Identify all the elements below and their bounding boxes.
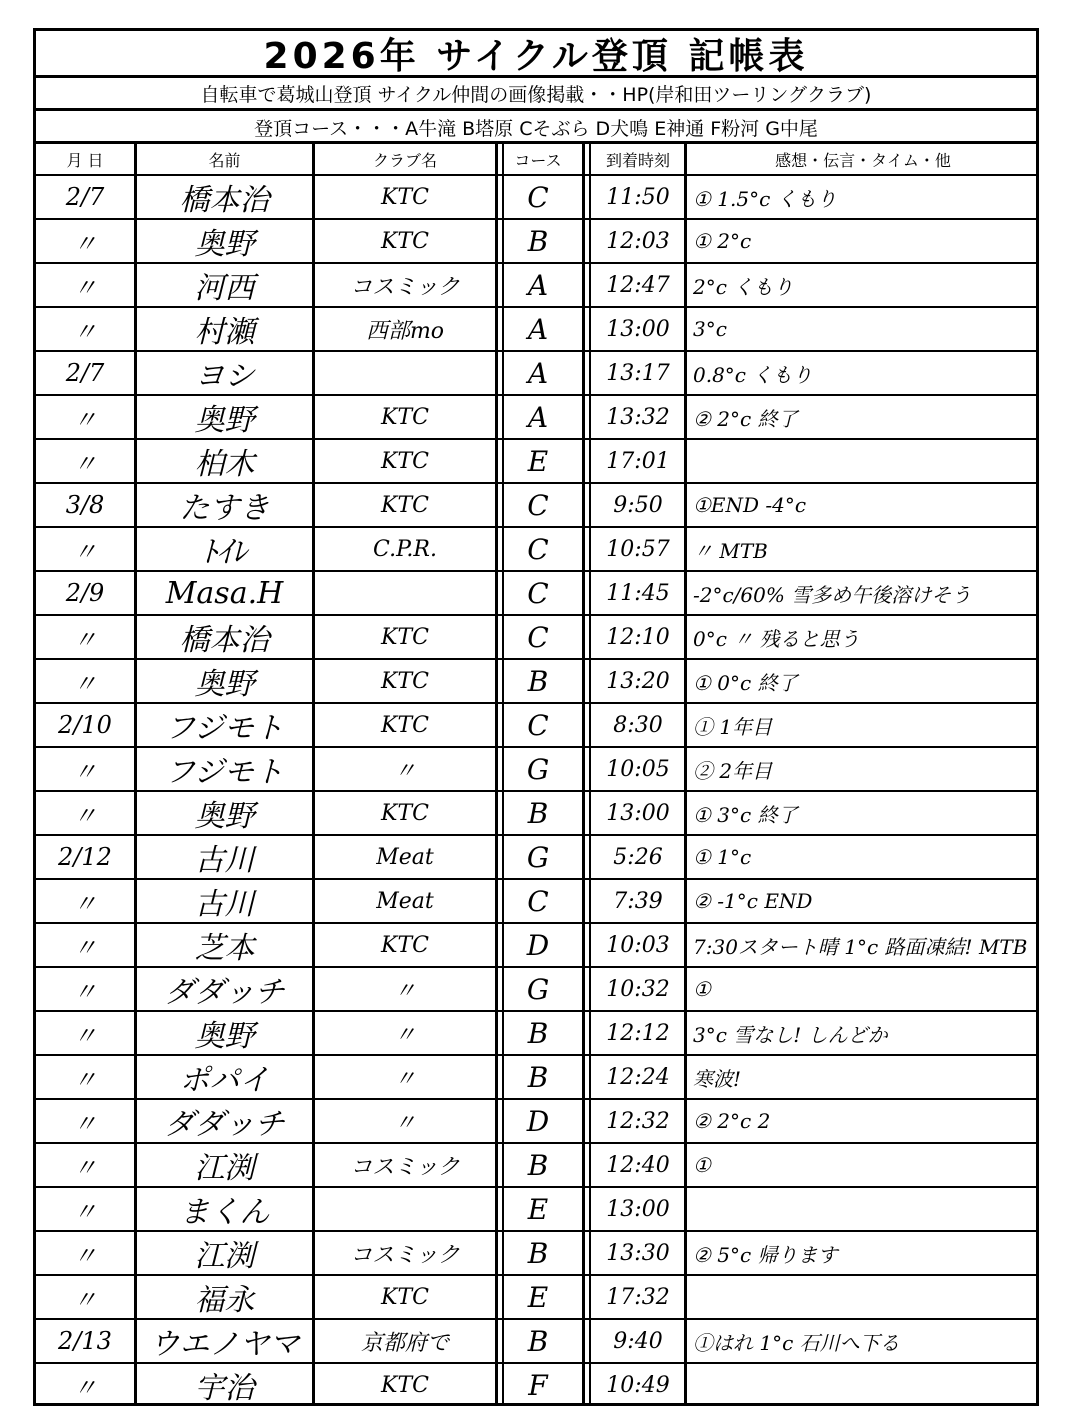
log-sheet (33, 28, 1039, 1406)
date-cell: 〃 (73, 449, 97, 478)
comment-cell: ①END -4°c (693, 493, 807, 517)
club-cell: KTC (381, 448, 429, 474)
arrival-time-cell: 7:39 (613, 888, 663, 914)
comment-cell: 寒波! (693, 1066, 742, 1091)
arrival-time-cell: 12:47 (606, 272, 670, 298)
comment-cell: 3°c 雪なし! しんどか (693, 1022, 888, 1047)
table-row (36, 966, 1036, 1010)
club-cell: KTC (381, 404, 429, 430)
club-cell: KTC (381, 1284, 429, 1310)
club-cell (315, 572, 495, 614)
name-cell: ダダッチ (164, 1107, 285, 1142)
arrival-time-cell: 13:30 (606, 1240, 670, 1266)
arrival-time-cell: 10:05 (606, 756, 670, 782)
table-row (36, 1010, 1036, 1054)
name-cell: 奥野 (194, 403, 255, 438)
course-cell: B (527, 1060, 549, 1094)
header-time: 到着時刻 (605, 150, 670, 170)
table-row (36, 1142, 1036, 1186)
name-cell: 宇治 (194, 1371, 255, 1406)
table-row (36, 526, 1036, 570)
date-cell: 2/13 (58, 1327, 112, 1355)
header-course: コース (514, 150, 562, 170)
club-cell: 〃 (393, 758, 416, 784)
club-cell: KTC (381, 668, 429, 694)
header-club: クラブ名 (372, 150, 437, 170)
club-cell: 京都府で (360, 1330, 449, 1356)
date-cell: 〃 (73, 977, 97, 1006)
table-row (36, 350, 1036, 394)
comment-cell: ② 2°c 2 (693, 1109, 771, 1133)
date-cell: 〃 (73, 757, 97, 786)
table-row (36, 262, 1036, 306)
comment-cell: ② 2°c 終了 (693, 406, 798, 431)
club-cell: KTC (381, 800, 429, 826)
header-comment: 感想・伝言・タイム・他 (775, 150, 951, 170)
name-cell: まくん (179, 1195, 270, 1230)
name-cell: 奥野 (194, 1019, 255, 1054)
table-row (36, 1054, 1036, 1098)
arrival-time-cell: 17:01 (606, 448, 670, 474)
table-row (36, 306, 1036, 350)
course-cell: E (527, 1280, 549, 1314)
date-cell: 〃 (73, 1109, 97, 1138)
date-cell: 〃 (73, 1153, 97, 1182)
name-cell: Masa.H (165, 575, 284, 611)
club-cell: KTC (381, 228, 429, 254)
arrival-time-cell: 9:40 (613, 1328, 663, 1354)
course-cell: C (527, 620, 549, 654)
date-cell: 〃 (73, 1373, 97, 1402)
arrival-time-cell: 11:45 (606, 580, 670, 606)
date-cell: 〃 (73, 1021, 97, 1050)
club-cell (315, 352, 495, 394)
comment-cell: ① 1°c (693, 845, 752, 869)
club-cell: 〃 (393, 978, 416, 1004)
comment-cell (687, 1188, 1039, 1230)
name-cell: 芝本 (194, 931, 255, 966)
course-cell: B (527, 1016, 549, 1050)
arrival-time-cell: 13:00 (606, 1196, 670, 1222)
date-cell: 2/9 (65, 579, 105, 607)
course-cell: G (526, 840, 550, 874)
date-cell: 〃 (73, 317, 97, 346)
course-cell: G (526, 752, 550, 786)
course-cell: D (526, 1104, 550, 1138)
name-cell: 古川 (194, 843, 255, 878)
name-cell: たすき (179, 491, 270, 526)
date-cell: 〃 (73, 1285, 97, 1314)
course-cell: B (527, 796, 549, 830)
table-row (36, 482, 1036, 526)
course-cell: G (526, 972, 550, 1006)
log-table (36, 144, 1036, 1406)
date-cell: 〃 (73, 537, 97, 566)
table-row (36, 834, 1036, 878)
comment-cell: 2°c くもり (693, 274, 794, 299)
table-row (36, 1230, 1036, 1274)
name-cell: 古川 (194, 887, 255, 922)
date-cell: 2/12 (58, 843, 112, 871)
club-cell: Meat (376, 888, 434, 914)
date-cell: 〃 (73, 669, 97, 698)
course-legend: 登頂コース・・・A牛滝 B塔原 Cそぶら D犬鳴 E神通 F粉河 G中尾 (254, 117, 818, 140)
club-cell: KTC (381, 184, 429, 210)
course-cell: B (527, 664, 549, 698)
course-cell: E (527, 1192, 549, 1226)
comment-cell: ② 5°c 帰ります (693, 1242, 838, 1267)
name-cell: 村瀬 (194, 315, 255, 350)
date-cell: 3/8 (65, 491, 105, 519)
date-cell: 〃 (73, 1197, 97, 1226)
date-cell: 2/7 (65, 183, 105, 211)
name-cell: 奥野 (194, 799, 255, 834)
page-title: 2026年 サイクル登頂 記帳表 (263, 35, 809, 77)
date-cell: 〃 (73, 405, 97, 434)
comment-cell (687, 440, 1039, 482)
name-cell: ヨシ (194, 359, 255, 394)
club-cell: KTC (381, 712, 429, 738)
course-cell: A (527, 268, 549, 302)
table-row (36, 174, 1036, 218)
header-name: 名前 (208, 150, 241, 170)
table-row (36, 394, 1036, 438)
name-cell: 橋本治 (179, 623, 270, 658)
table-row (36, 1186, 1036, 1230)
comment-cell: ①はれ 1°c 石川へ下る (693, 1330, 900, 1355)
arrival-time-cell: 13:00 (606, 800, 670, 826)
arrival-time-cell: 13:00 (606, 316, 670, 342)
club-cell: KTC (381, 1372, 429, 1398)
table-row (36, 614, 1036, 658)
club-cell: KTC (381, 932, 429, 958)
course-cell: A (527, 400, 549, 434)
course-cell: C (527, 180, 549, 214)
date-cell: 〃 (73, 273, 97, 302)
arrival-time-cell: 12:12 (606, 1020, 670, 1046)
club-cell: C.P.R. (373, 536, 437, 562)
comment-cell: 〃 MTB (693, 538, 768, 563)
table-row (36, 218, 1036, 262)
table-row (36, 1318, 1036, 1362)
club-cell: KTC (381, 492, 429, 518)
arrival-time-cell: 9:50 (613, 492, 663, 518)
course-cell: C (527, 708, 549, 742)
club-cell: コスミック (350, 274, 460, 300)
course-cell: C (527, 576, 549, 610)
arrival-time-cell: 10:57 (606, 536, 670, 562)
course-cell: B (527, 1324, 549, 1358)
arrival-time-cell: 12:24 (606, 1064, 670, 1090)
arrival-time-cell: 10:03 (606, 932, 670, 958)
name-cell: フジモト (165, 755, 284, 790)
arrival-time-cell: 8:30 (613, 712, 663, 738)
course-cell: F (528, 1368, 548, 1402)
table-row (36, 790, 1036, 834)
comment-cell: ② 2年目 (693, 758, 773, 783)
comment-cell (687, 1364, 1039, 1406)
arrival-time-cell: 13:17 (606, 360, 670, 386)
table-row (36, 702, 1036, 746)
comment-cell: ① 1.5°c くもり (693, 186, 837, 211)
arrival-time-cell: 12:40 (606, 1152, 670, 1178)
name-cell: ダダッチ (164, 975, 285, 1010)
comment-cell (687, 1276, 1039, 1318)
comment-cell: 7:30スタート晴 1°c 路面凍結! MTB (693, 934, 1028, 959)
date-cell: 〃 (73, 1065, 97, 1094)
name-cell: 江渕 (194, 1151, 255, 1186)
comment-cell: ① 0°c 終了 (693, 670, 798, 695)
name-cell: 奥野 (194, 227, 255, 262)
name-cell: ﾄｲﾚ (202, 535, 247, 570)
date-cell: 〃 (73, 889, 97, 918)
course-cell: E (527, 444, 549, 478)
table-row (36, 570, 1036, 614)
comment-cell: -2°c/60% 雪多め午後溶けそう (693, 582, 972, 607)
name-cell: ウエノヤマ (149, 1327, 300, 1362)
comment-cell: 0.8°c くもり (693, 362, 813, 387)
name-cell: 橋本治 (179, 183, 270, 218)
arrival-time-cell: 5:26 (613, 844, 663, 870)
arrival-time-cell: 13:32 (606, 404, 670, 430)
date-cell: 〃 (73, 801, 97, 830)
name-cell: 奥野 (194, 667, 255, 702)
arrival-time-cell: 13:20 (606, 668, 670, 694)
comment-cell: ① 2°c (693, 229, 752, 253)
course-cell: B (527, 224, 549, 258)
course-cell: C (527, 884, 549, 918)
club-cell: 〃 (393, 1110, 416, 1136)
arrival-time-cell: 11:50 (606, 184, 670, 210)
date-cell: 2/7 (65, 359, 105, 387)
name-cell: 柏木 (194, 447, 255, 482)
name-cell: フジモト (165, 711, 284, 746)
course-cell: C (527, 532, 549, 566)
header-date: 月 日 (66, 150, 104, 170)
date-cell: 〃 (73, 229, 97, 258)
table-row (36, 746, 1036, 790)
arrival-time-cell: 12:32 (606, 1108, 670, 1134)
date-cell: 〃 (73, 1241, 97, 1270)
date-cell: 2/10 (58, 711, 112, 739)
subtitle: 自転車で葛城山登頂 サイクル仲間の画像掲載・・HP(岸和田ツーリングクラブ) (200, 83, 872, 106)
date-cell: 〃 (73, 625, 97, 654)
club-cell: KTC (381, 624, 429, 650)
table-row (36, 658, 1036, 702)
course-cell: A (527, 356, 549, 390)
comment-cell: ① 1年目 (693, 714, 773, 739)
comment-cell: 0°c 〃 残ると思う (693, 626, 860, 651)
comment-cell: 3°c (693, 317, 727, 341)
course-cell: B (527, 1148, 549, 1182)
comment-cell: ① 3°c 終了 (693, 802, 798, 827)
table-row (36, 1362, 1036, 1406)
club-cell: 西部mo (365, 318, 445, 344)
table-row (36, 878, 1036, 922)
club-cell: Meat (376, 844, 434, 870)
arrival-time-cell: 10:49 (606, 1372, 670, 1398)
table-row (36, 1098, 1036, 1142)
table-row (36, 438, 1036, 482)
club-cell: 〃 (393, 1022, 416, 1048)
table-row (36, 1274, 1036, 1318)
comment-cell: ① (693, 977, 711, 1001)
arrival-time-cell: 12:10 (606, 624, 670, 650)
arrival-time-cell: 10:32 (606, 976, 670, 1002)
club-cell: 〃 (393, 1066, 416, 1092)
name-cell: 河西 (194, 271, 255, 306)
club-cell: コスミック (350, 1154, 460, 1180)
course-cell: C (527, 488, 549, 522)
name-cell: 福永 (194, 1283, 255, 1318)
table-row (36, 922, 1036, 966)
club-cell (315, 1188, 495, 1230)
date-cell: 〃 (73, 933, 97, 962)
arrival-time-cell: 12:03 (606, 228, 670, 254)
course-cell: A (527, 312, 549, 346)
comment-cell: ② -1°c END (693, 889, 813, 913)
comment-cell: ① (693, 1153, 711, 1177)
club-cell: コスミック (350, 1242, 460, 1268)
name-cell: 江渕 (194, 1239, 255, 1274)
arrival-time-cell: 17:32 (606, 1284, 670, 1310)
course-cell: B (527, 1236, 549, 1270)
course-cell: D (526, 928, 550, 962)
table-header (36, 144, 1036, 174)
name-cell: ポパイ (179, 1063, 270, 1098)
